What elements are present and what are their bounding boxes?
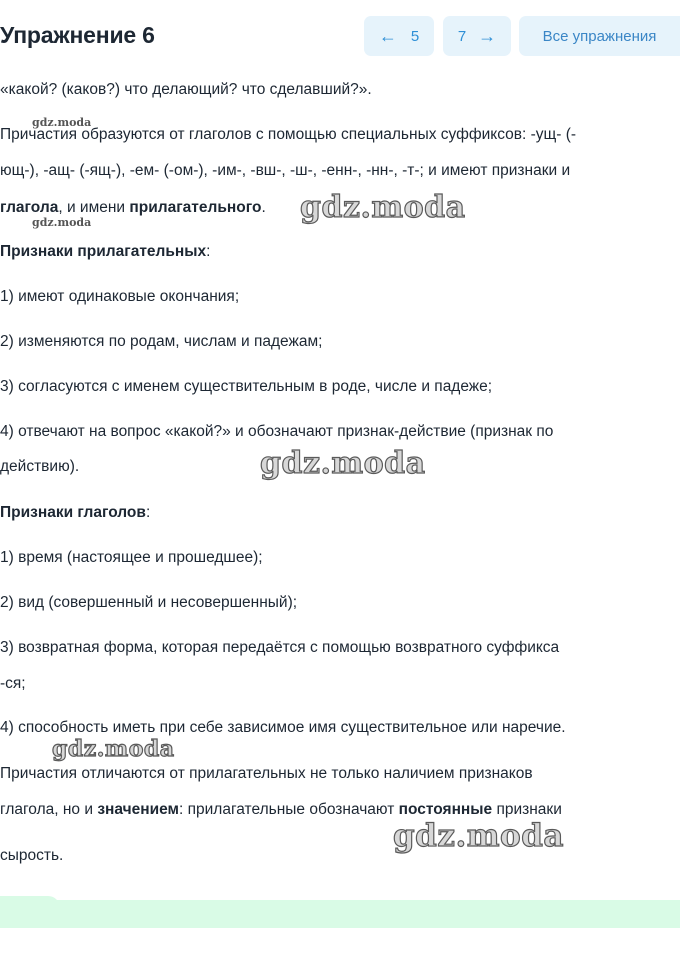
text-line: Причастия отличаются от прилагательных не только наличием признаков — [0, 765, 533, 782]
list-item: действию). — [0, 458, 80, 475]
watermark: gdz.moda — [300, 190, 466, 225]
list-item: 3) возвратная форма, которая передаётся с помощью возвратного суффикса — [0, 639, 560, 656]
bold-term: значением — [97, 801, 180, 818]
list-item: 4) отвечают на вопрос «какой?» и обозначают признак-действие (признак по — [0, 423, 554, 440]
text-line: глагола, но и значением: прилагательные обозначают постоянные признаки — [0, 801, 562, 818]
exercise-header — [0, 0, 680, 72]
text-line: «какой? (каков?) что делающий? что сделавший?». — [0, 81, 372, 98]
list-item: 3) согласуются с именем существительным в роде, числе и падеже; — [0, 378, 493, 395]
page-title: Упражнение 6 — [0, 22, 155, 48]
watermark-small: gdz.moda — [32, 216, 92, 229]
next-exercise-label: 7 — [457, 27, 467, 45]
list-item: 1) время (настоящее и прошедшее); — [0, 549, 263, 566]
section-heading: Признаки глаголов: — [0, 504, 151, 521]
text-line: Причастия образуются от глаголов с помощью специальных суффиксов: -ущ- (- — [0, 126, 577, 143]
list-item: 2) вид (совершенный и несовершенный); — [0, 594, 298, 611]
prev-exercise-label: 5 — [410, 27, 420, 45]
list-item: -ся; — [0, 675, 26, 692]
bold-term: постоянные — [398, 801, 493, 818]
next-exercise-button[interactable] — [443, 16, 511, 56]
watermark: gdz.moda — [260, 446, 426, 481]
prev-exercise-button[interactable] — [364, 16, 434, 56]
section-heading: Признаки прилагательных: — [0, 243, 211, 260]
list-item: 2) изменяются по родам, числам и падежам; — [0, 333, 323, 350]
text-line: сырость. — [0, 847, 64, 864]
arrow-right-icon: → — [478, 26, 497, 46]
all-exercises-button[interactable]: Все упражнения — [519, 16, 680, 56]
list-item: 1) имеют одинаковые окончания; — [0, 288, 240, 305]
bottom-banner — [0, 900, 680, 928]
text-line: ющ-), -ащ- (-ящ-), -ем- (-ом-), -им-, -вш-, -ш-, -енн-, -нн-, -т-; и имеют признаки и — [0, 162, 571, 179]
text-line: глагола, и имени прилагательного. — [0, 199, 266, 216]
watermark-small: gdz.moda — [32, 116, 92, 129]
watermark: gdz.moda — [393, 818, 564, 854]
list-item: 4) способность иметь при себе зависимое имя существительное или наречие. — [0, 719, 566, 736]
watermark: gdz.moda — [52, 736, 175, 762]
bold-term: прилагательного — [129, 199, 262, 216]
arrow-left-icon: ← — [378, 26, 397, 46]
bold-term: глагола — [0, 199, 59, 216]
